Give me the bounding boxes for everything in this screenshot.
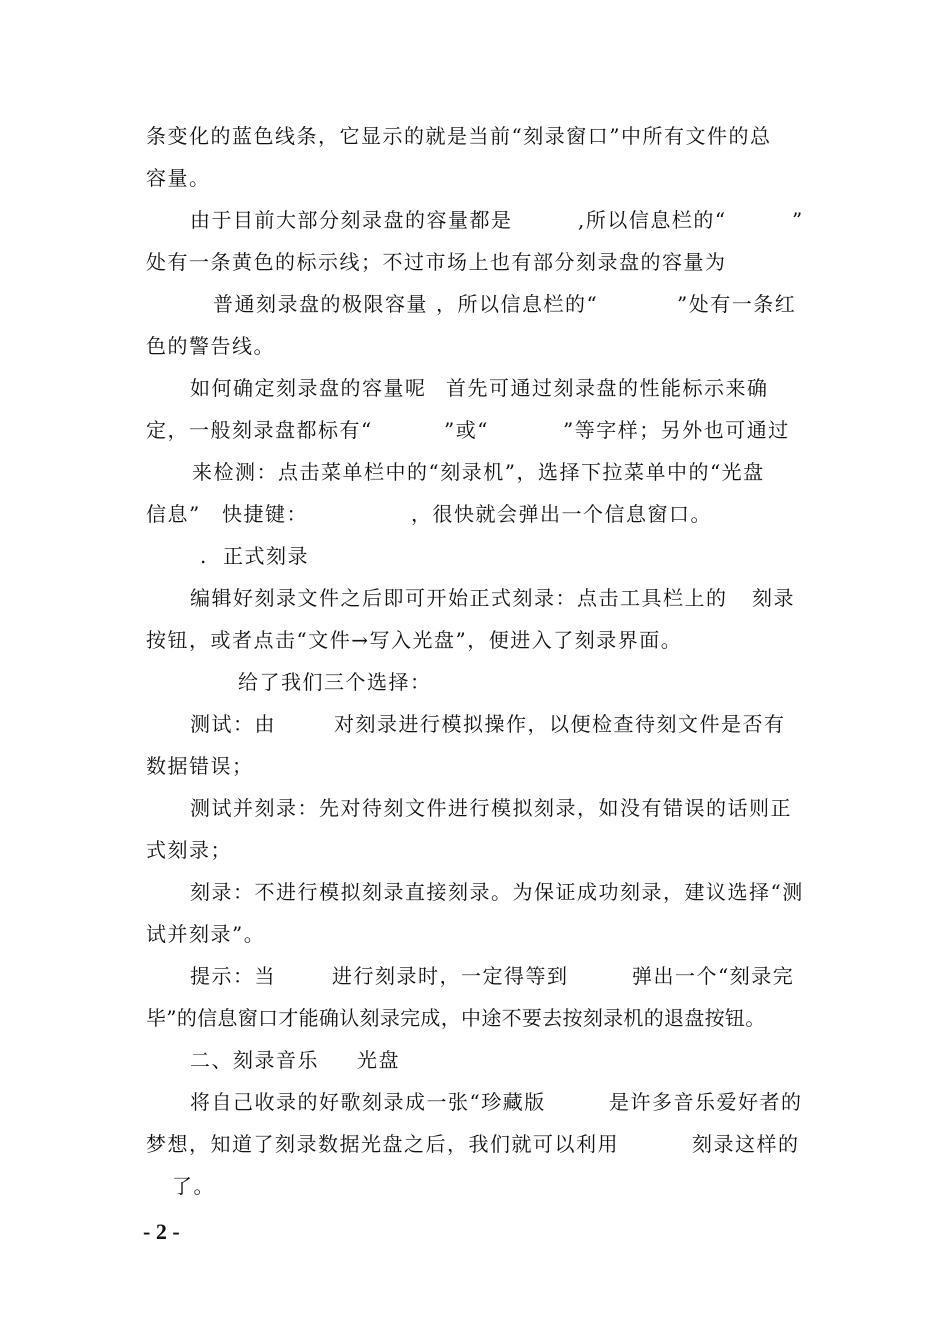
text-line: ” [792,208,804,232]
text-line: 梦想，知道了刻录数据光盘之后，我们就可以利用 [146,1132,619,1156]
text-line: 首先可通过刻录盘的性能标示来确 [446,376,769,400]
text-line: . [200,544,208,568]
text-line: 容量。 [146,166,211,190]
text-line: 弹出一个“刻录完 [632,964,795,988]
text-line: 将自己收录的好歌刻录成一张“珍藏版 [190,1090,546,1114]
text-line: 来检测：点击菜单栏中的“刻录机”，选择下拉菜单中的“光盘 [192,460,765,484]
text-line: 刻录这样的 [692,1132,800,1156]
text-line: 如何确定刻录盘的容量呢 [190,376,427,400]
text-line: ”或“ [444,418,489,442]
text-line: 处有一条黄色的标示线；不过市场上也有部分刻录盘的容量为 [146,250,727,274]
text-line: ，很快就会弹出一个信息窗口。 [411,502,712,526]
text-line: 是许多音乐爱好者的 [609,1090,803,1114]
text-line: 定，一般刻录盘都标有“ [146,418,373,442]
text-line: 式刻录； [146,838,232,862]
text-line: 提示：当 [190,964,276,988]
text-line: 信息” [146,502,201,526]
text-line: 毕”的信息窗口才能确认刻录完成，中途不要去按刻录机的退盘按钮。 [146,1006,766,1030]
text-line: 给了我们三个选择： [238,670,432,694]
text-line: 普通刻录盘的极限容量 [213,292,428,316]
text-line: 正式刻录 [223,544,309,568]
text-line: 刻录 [752,586,795,610]
text-line: 对刻录进行模拟操作，以便检查待刻文件是否有 [334,712,786,736]
text-line: 二、刻录音乐 [190,1048,319,1072]
text-line: 刻录：不进行模拟刻录直接刻录。为保证成功刻录，建议选择“测 [190,880,804,904]
text-line: 色的警告线。 [146,334,275,358]
text-line: 测试：由 [190,712,276,736]
text-line: ，所以信息栏的“ [436,292,599,316]
text-line: 光盘 [357,1048,400,1072]
text-line: 试并刻录”。 [146,922,266,946]
text-line: 进行刻录时，一定得等到 [332,964,569,988]
text-line: 编辑好刻录文件之后即可开始正式刻录：点击工具栏上的 [190,586,728,610]
text-line: ”处有一条红 [677,292,797,316]
text-line: ,所以信息栏的“ [578,208,727,232]
text-line: ”等字样；另外也可通过 [563,418,790,442]
text-line: 按钮，或者点击“文件→写入光盘”，便进入了刻录界面。 [146,628,683,652]
text-line: 快捷键： [222,502,308,526]
text-line: 了。 [172,1174,215,1198]
text-line: 数据错误； [146,754,254,778]
page-number: - 2 - [143,1219,180,1244]
text-line: 测试并刻录：先对待刻文件进行模拟刻录，如没有错误的话则正 [190,796,792,820]
text-line: 条变化的蓝色线条，它显示的就是当前“刻录窗口”中所有文件的总 [146,124,772,148]
text-line: 由于目前大部分刻录盘的容量都是 [190,208,513,232]
